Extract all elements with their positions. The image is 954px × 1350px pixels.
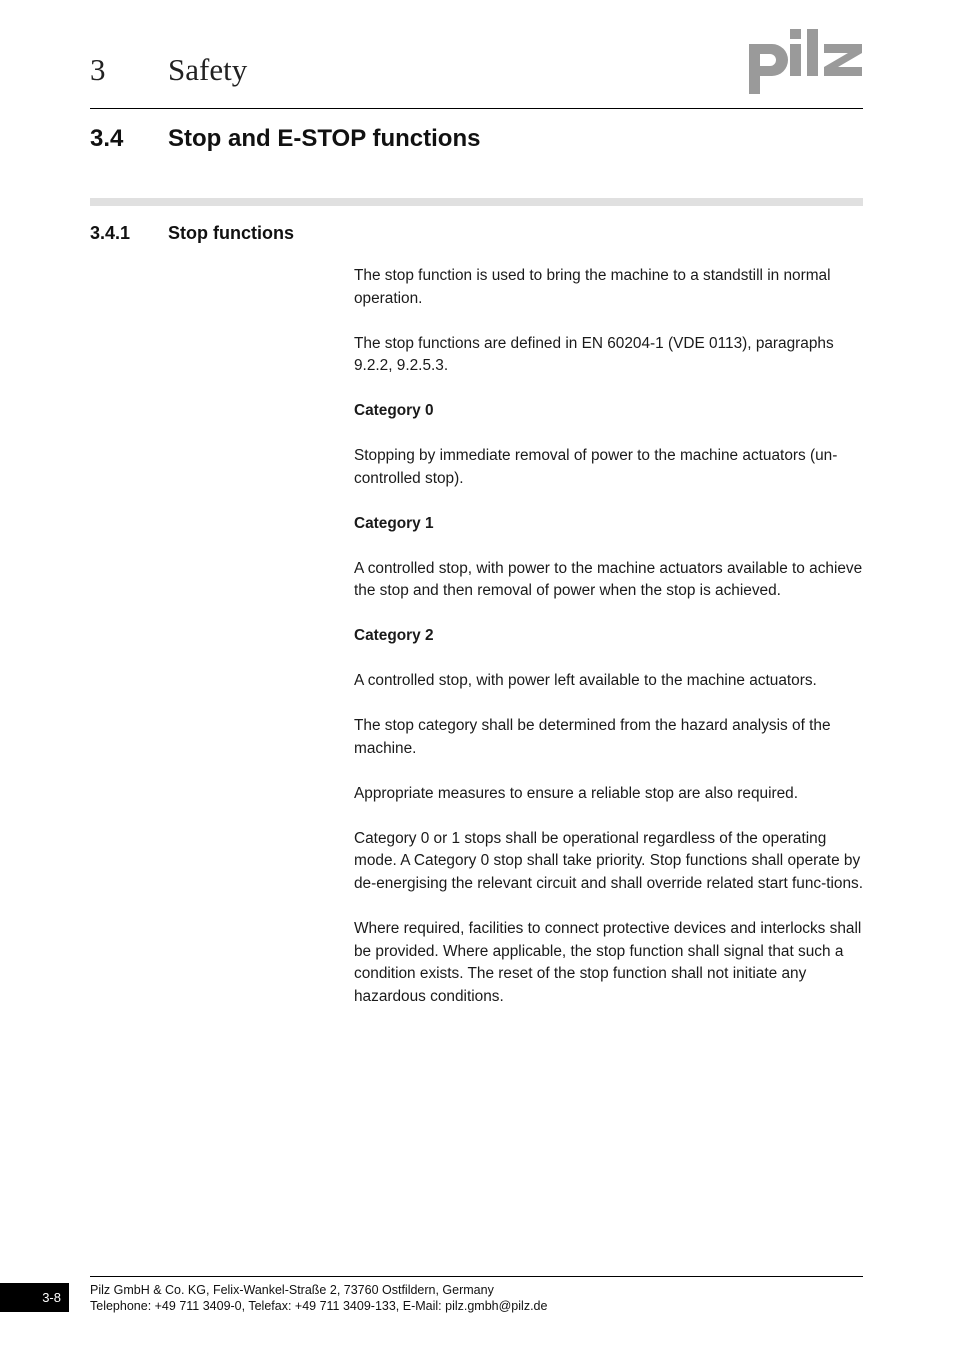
header-divider	[90, 108, 863, 109]
category-0-text: Stopping by immediate removal of power to the machine actuators (un-controlled stop).	[354, 447, 838, 487]
chapter-number: 3	[90, 52, 106, 87]
paragraph-measures: Appropriate measures to ensure a reliable stop are also required.	[354, 784, 799, 802]
page-number: 3-8	[0, 1283, 69, 1312]
category-1-heading: Category 1	[354, 514, 434, 532]
chapter-title: Safety	[168, 52, 248, 87]
footer-address: Pilz GmbH & Co. KG, Felix-Wankel-Straße 2, 73760 Ostfildern, Germany	[90, 1283, 494, 1297]
section-separator-bar	[90, 198, 863, 206]
category-2-text: A controlled stop, with power left available to the machine actuators.	[354, 672, 817, 690]
paragraph-standards: The stop functions are defined in EN 60204-1 (VDE 0113), paragraphs 9.2.2, 9.2.5.3.	[354, 334, 834, 375]
pilz-logo	[746, 26, 866, 96]
subsection-title: Stop functions	[168, 223, 294, 243]
footer-contact: Telephone: +49 711 3409-0, Telefax: +49 711 3409-133, E-Mail: pilz.gmbh@pilz.de	[90, 1299, 548, 1313]
category-1-text: A controlled stop, with power to the machine actuators available to achieve the stop and then removal of power when the stop is achieved.	[354, 559, 863, 600]
paragraph-intro: The stop function is used to bring the machine to a standstill in normal operation.	[354, 267, 831, 307]
section-title: Stop and E-STOP functions	[168, 125, 481, 152]
paragraph-priority: Category 0 or 1 stops shall be operational regardless of the operating mode. A Category 0 stop shall take priority. Stop functions shall operate by de-energising the relevant circuit and shall override related start func-tions.	[354, 829, 864, 892]
body-text	[354, 265, 866, 1031]
subsection-number: 3.4.1	[90, 223, 131, 243]
paragraph-protective-devices: Where required, facilities to connect protective devices and interlocks shall be provided. Where applicable, the stop function shall signal that such a condition exists. The reset of the stop function shall not initiate any hazardous conditions.	[354, 919, 862, 1005]
section-number: 3.4	[90, 125, 124, 152]
category-0-heading: Category 0	[354, 402, 434, 420]
paragraph-stop-category: The stop category shall be determined from the hazard analysis of the machine.	[354, 717, 831, 757]
footer-divider	[90, 1276, 863, 1277]
category-2-heading: Category 2	[354, 627, 434, 645]
